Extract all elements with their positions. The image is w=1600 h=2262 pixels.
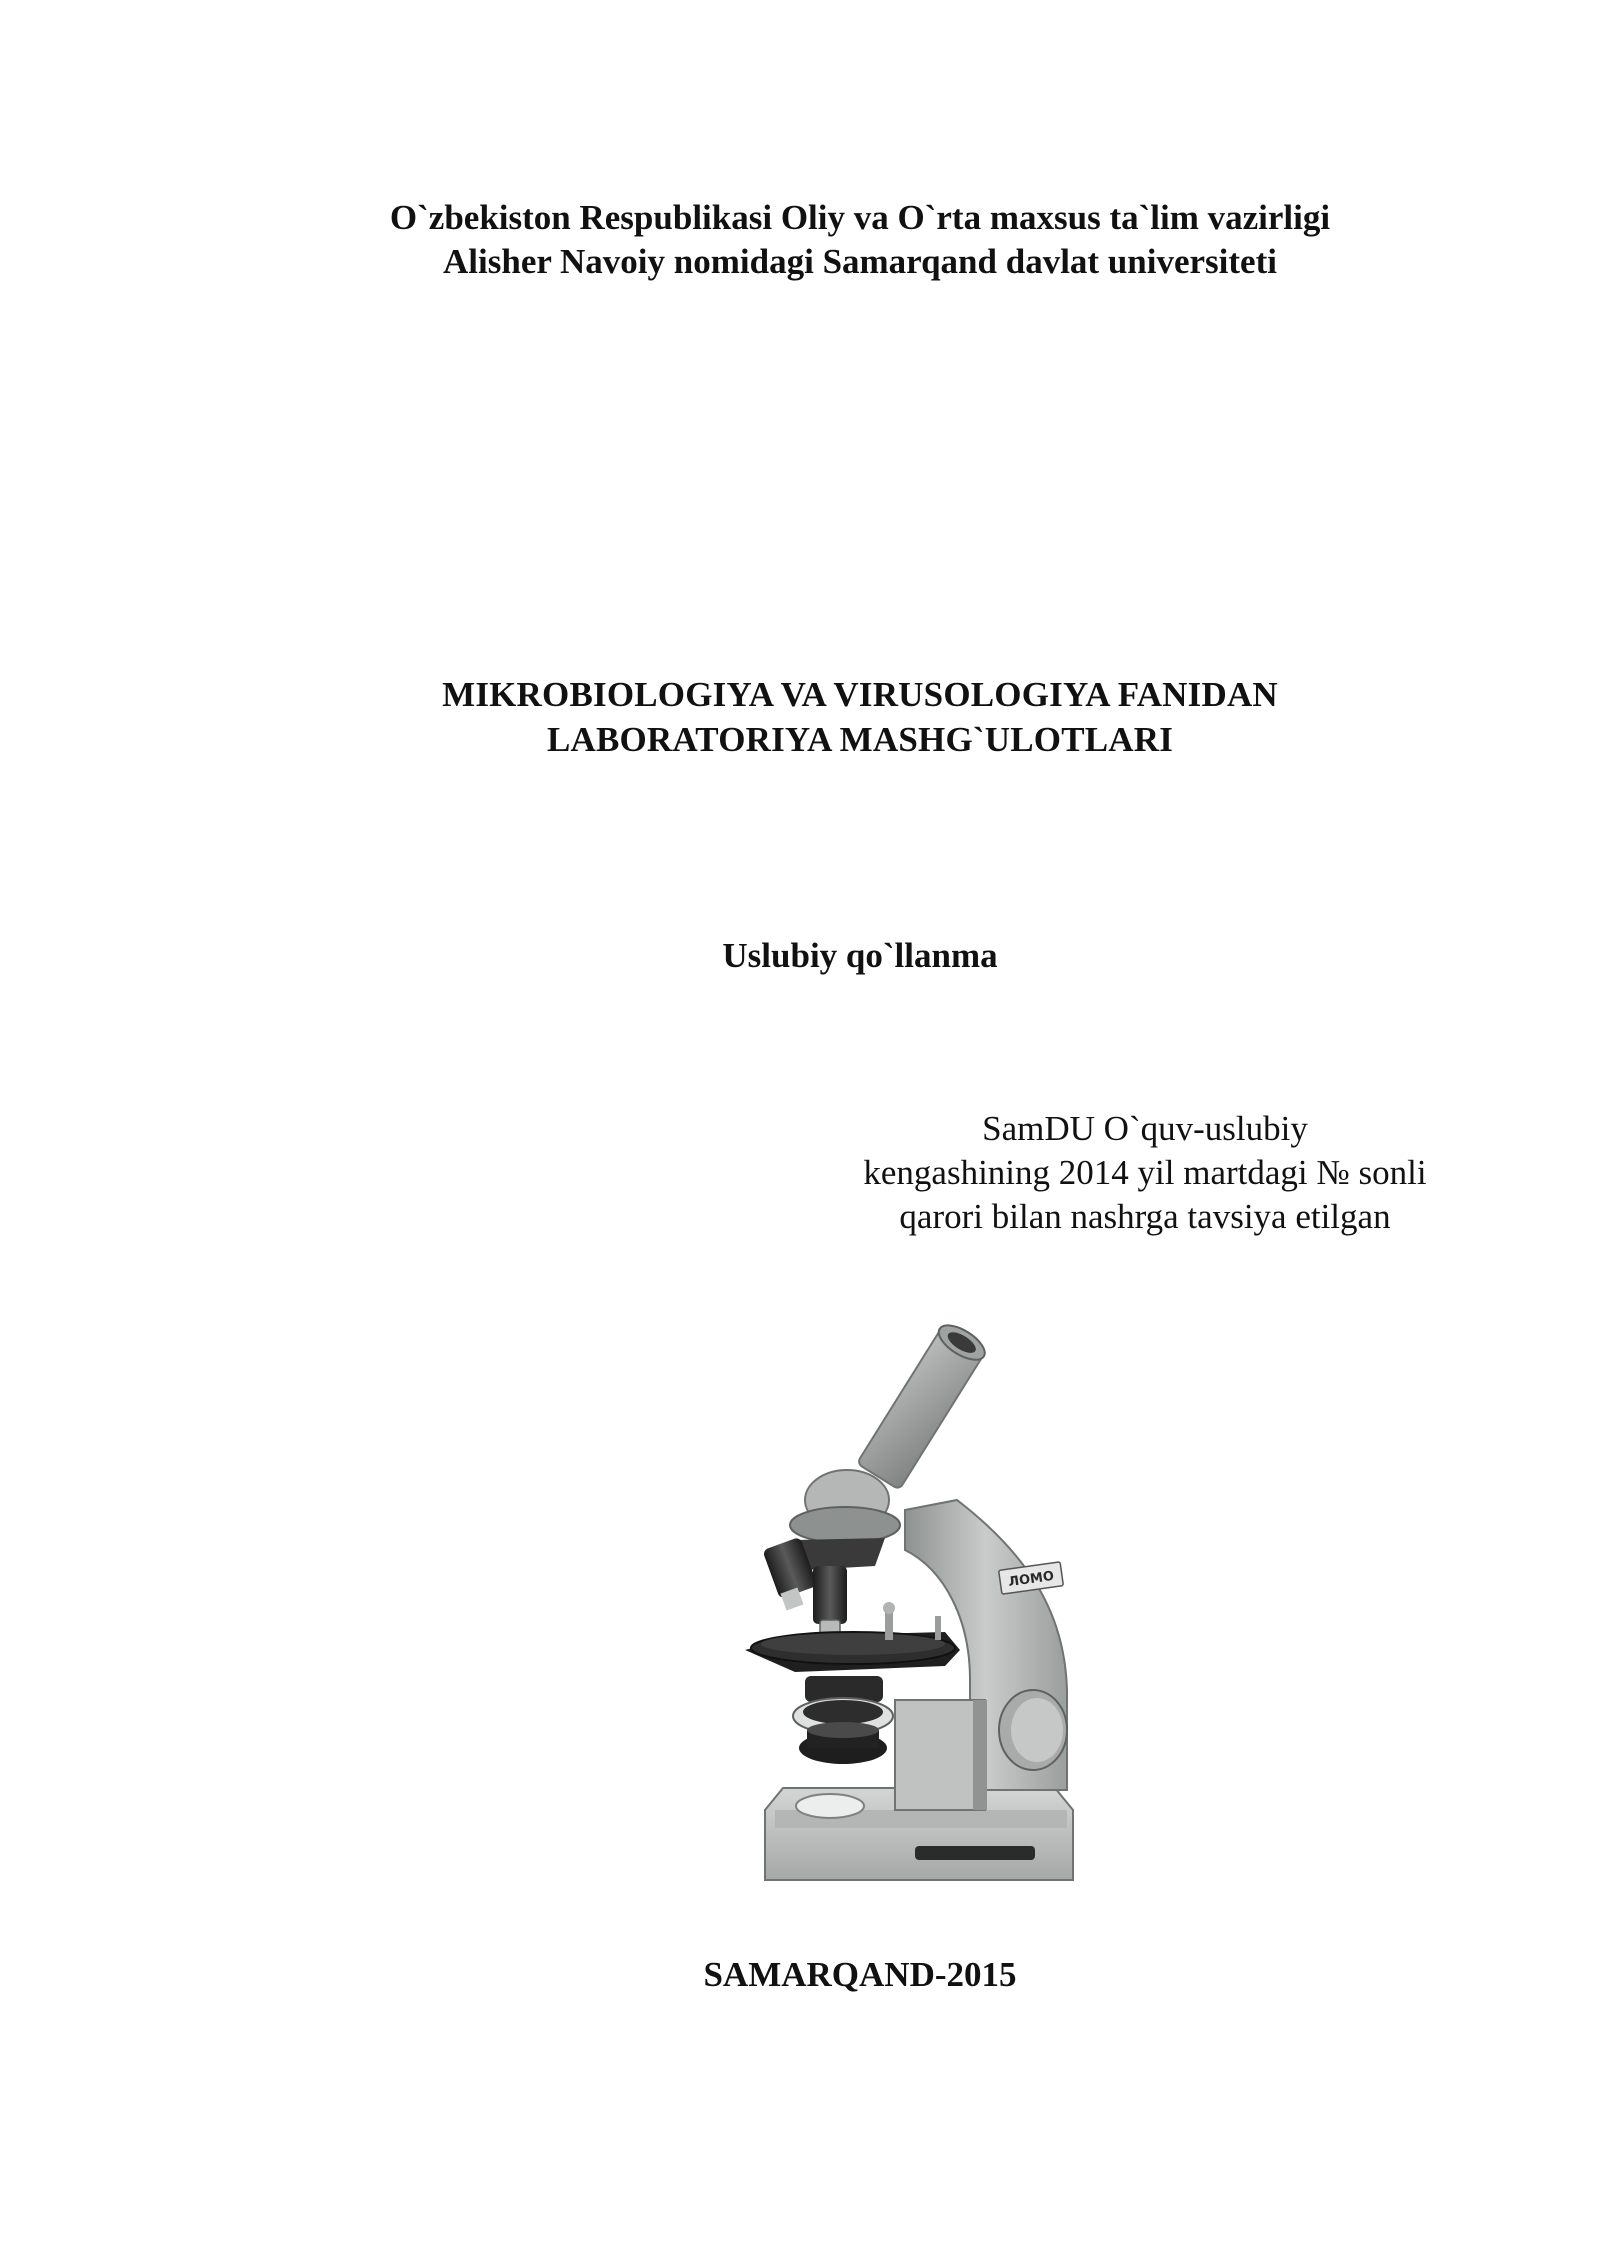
approval-line-1: SamDU O`quv-uslubiy: [982, 1109, 1308, 1148]
document-title: [0, 672, 1600, 762]
title-line-1: MIKROBIOLOGIYA VA VIRUSOLOGIYA FANIDAN: [442, 675, 1278, 714]
microscope-figure: [735, 1320, 1095, 1890]
title-line-2: LABORATORIYA MASHG`ULOTLARI: [546, 720, 1174, 759]
brand-label: ЛОМО: [1007, 1568, 1055, 1591]
ministry-name: O`zbekiston Respublikasi Oliy va O`rta maxsus ta`lim vazirligi: [389, 198, 1331, 237]
microscope-icon: [735, 1320, 1095, 1890]
approval-line-2: kengashining 2014 yil martdagi № sonli: [863, 1153, 1427, 1192]
ministry-header: [0, 196, 1600, 284]
approval-note: [830, 1107, 1460, 1239]
approval-line-3: qarori bilan nashrga tavsiya etilgan: [899, 1197, 1391, 1236]
university-name: Alisher Navoiy nomidagi Samarqand davlat universiteti: [443, 242, 1277, 281]
place-year: SAMARQAND-2015: [703, 1955, 1017, 1994]
document-subtitle: Uslubiy qo`llanma: [722, 936, 998, 975]
